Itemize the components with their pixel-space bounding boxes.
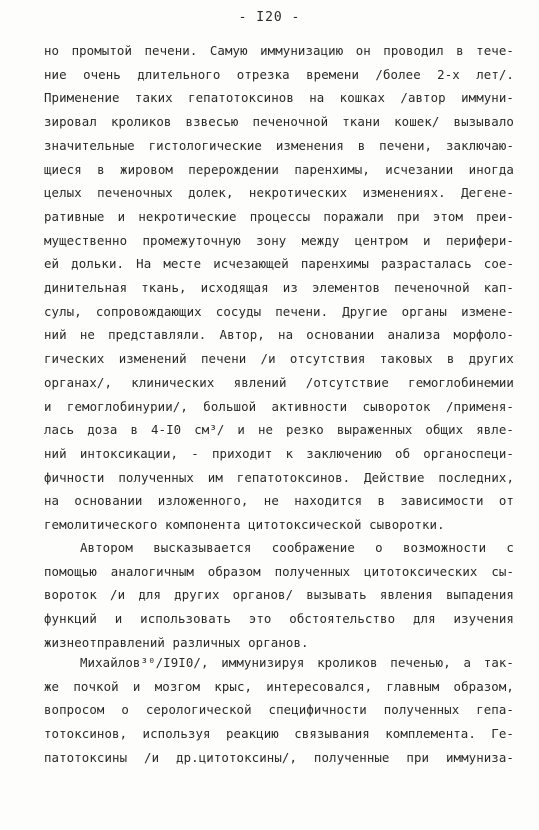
text-line: целых печеночных долек, некротических изменениях. Дегене-	[44, 185, 514, 201]
text-line: патотоксины /и др.цитотоксины/, полученные при иммуниза-	[44, 749, 514, 765]
text-line: значительные гистологические изменения в печени, заключаю-	[44, 137, 514, 153]
text-line: вопросом о серологической специфичности полученных гепа-	[44, 702, 514, 718]
text-line: ний не представляли. Автор, на основании анализа морфоло-	[44, 327, 514, 343]
text-line: на основании изложенного, не находится в зависимости от	[44, 493, 514, 509]
paragraph-3	[44, 651, 514, 770]
text-line: щиеся в жировом перерождении паренхимы, исчезании иногда	[44, 161, 514, 177]
text-line: и гемоглобинурии/, большой активности сывороток /применя-	[44, 398, 514, 414]
text-line: Автором высказывается соображение о возможности с	[80, 540, 514, 555]
text-line: ративные и некротические процессы поражали при этом преи-	[44, 208, 514, 224]
text-line: гических изменений печени /и отсутствия таковых в других	[44, 351, 514, 367]
text-line: зировал кроликов взвесью печеночной ткани кошек/ вызывало	[44, 114, 514, 130]
text-line: тотоксинов, используя реакцию связывания комплемента. Ге-	[44, 726, 514, 742]
paragraph-1	[44, 39, 514, 537]
text-line: ние очень длительного отрезка времени /более 2-х лет/.	[44, 66, 514, 82]
text-line: вороток /и для других органов/ вызывать явления выпадения	[44, 587, 514, 603]
text-line: динительная ткань, исходящая из элементов печеночной кап-	[44, 280, 514, 296]
text-line: функций и использовать это обстоятельство для изучения	[44, 611, 514, 627]
text-line: Михайлов³⁰/I9I0/, иммунизируя кроликов печенью, а так-	[80, 655, 514, 670]
text-line: ний интоксикации, - приходит к заключению об органоспеци-	[44, 445, 514, 461]
text-line: лась доза в 4-I0 см³/ и не резко выраженных общих явле-	[44, 422, 514, 438]
text-line: гемолитического компонента цитотоксической сыворотки.	[44, 517, 445, 533]
paragraph-2	[44, 536, 514, 655]
text-line: же почкой и мозгом крыс, интересовался, главным образом,	[44, 678, 514, 694]
text-line: сулы, сопровождающих сосуды печени. Другие органы измене-	[44, 303, 514, 319]
text-line: помощью аналогичным образом полученных цитотоксических сы-	[44, 563, 514, 579]
text-line: жизнеотправлений различных органов.	[44, 634, 309, 650]
text-line: органах/, клинических явлений /отсутствие гемоглобинемии	[44, 374, 514, 390]
text-line: но промытой печени. Самую иммунизацию он проводил в тече-	[44, 43, 514, 58]
text-line: фичности полученных им гепатотоксинов. Действие последних,	[44, 469, 514, 485]
text-line: мущественно промежуточную зону между центром и перифери-	[44, 232, 514, 248]
text-line: Применение таких гепатотоксинов на кошках /автор иммуни-	[44, 90, 514, 106]
page-number: - I20 -	[238, 10, 301, 25]
text-line: ей дольки. На месте исчезающей паренхимы разрасталась сое-	[44, 256, 514, 272]
